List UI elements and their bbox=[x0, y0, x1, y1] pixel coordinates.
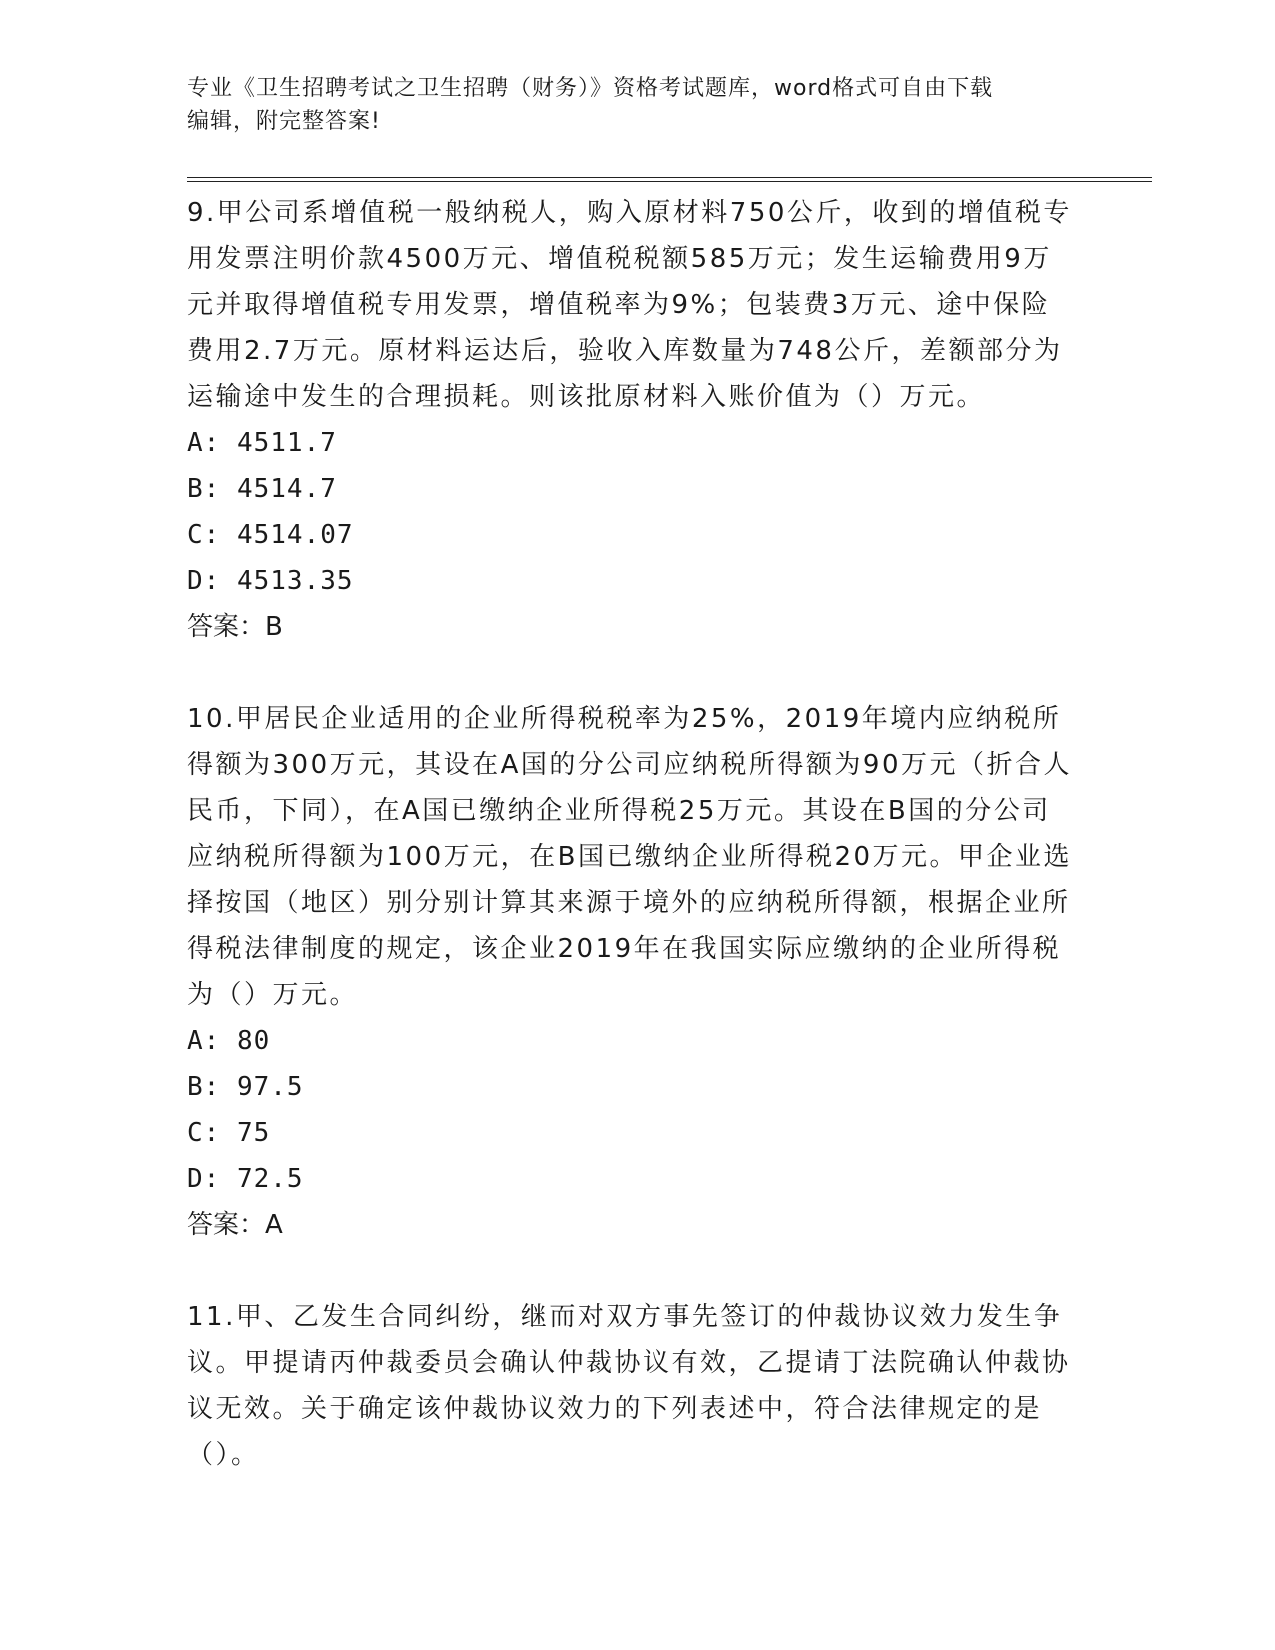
option-d: D: 4513.35 bbox=[187, 566, 354, 596]
option-c: C: 4514.07 bbox=[187, 520, 354, 550]
answer-line: 答案：B bbox=[187, 612, 283, 642]
option-b: B: 97.5 bbox=[187, 1072, 304, 1102]
header-line-1: 专业《卫生招聘考试之卫生招聘（财务）》资格考试题库，word格式可自由下载 bbox=[187, 76, 994, 101]
question-block-10 bbox=[187, 696, 1077, 1248]
option-d: D: 72.5 bbox=[187, 1164, 304, 1194]
header-divider-top bbox=[187, 177, 1152, 178]
question-block-11 bbox=[187, 1294, 1077, 1478]
document-header bbox=[187, 72, 1067, 138]
option-c: C: 75 bbox=[187, 1118, 271, 1148]
question-block-9 bbox=[187, 190, 1077, 650]
option-a: A: 80 bbox=[187, 1026, 271, 1056]
question-stem: 10.甲居民企业适用的企业所得税税率为25%，2019年境内应纳税所得额为300万元，其设在A国的分公司应纳税所得额为90万元（折合人民币，下同），在A国已缴纳企业所得税25万元。其设在B国的分公司应纳税所得额为100万元，在B国已缴纳企业所得税20万元。甲企业选择按国（地区）别分别计算其来源于境外的应纳税所得额，根据企业所得税法律制度的规定，该企业2019年在我国实际应缴纳的企业所得税为（）万元。 bbox=[187, 704, 1073, 1010]
question-stem: 11.甲、乙发生合同纠纷，继而对双方事先签订的仲裁协议效力发生争议。甲提请丙仲裁委员会确认仲裁协议有效，乙提请丁法院确认仲裁协议无效。关于确定该仲裁协议效力的下列表述中，符合法律规定的是（）。 bbox=[187, 1302, 1071, 1470]
option-a: A: 4511.7 bbox=[187, 428, 337, 458]
question-stem: 9.甲公司系增值税一般纳税人，购入原材料750公斤，收到的增值税专用发票注明价款4500万元、增值税税额585万元；发生运输费用9万元并取得增值税专用发票，增值税率为9%；包装费3万元、途中保险费用2.7万元。原材料运达后，验收入库数量为748公斤，差额部分为运输途中发生的合理损耗。则该批原材料入账价值为（）万元。 bbox=[187, 198, 1072, 412]
header-divider-bottom bbox=[187, 181, 1152, 182]
question-list bbox=[187, 190, 1077, 1478]
header-line-2: 编辑，附完整答案! bbox=[187, 109, 381, 134]
answer-line: 答案：A bbox=[187, 1210, 283, 1240]
option-b: B: 4514.7 bbox=[187, 474, 337, 504]
